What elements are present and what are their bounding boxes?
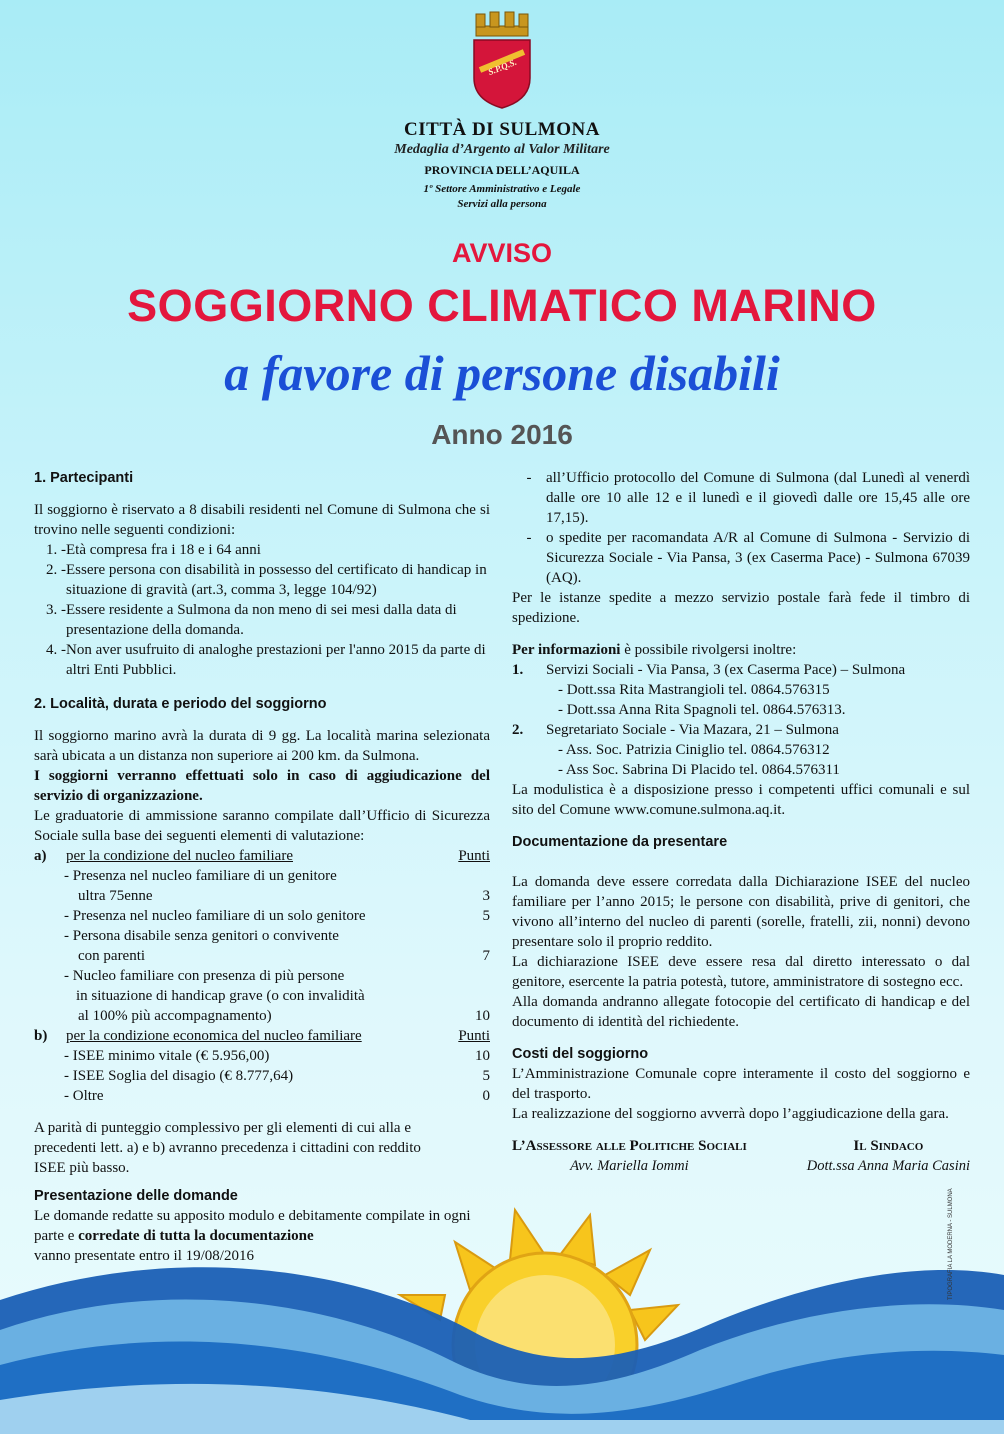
sector-info	[0, 182, 1004, 212]
criteria-text: - ISEE minimo vitale (€ 5.956,00)	[64, 1048, 270, 1064]
criteria-points: 10	[475, 1048, 490, 1064]
info-head: Segretariato Sociale	[546, 722, 667, 738]
section-location-title: 2. Località, durata e periodo del soggiorno	[34, 696, 327, 712]
criteria-b-letter: b)	[34, 1028, 48, 1044]
criteria-points: 5	[482, 1068, 490, 1084]
criteria-text: ultra 75enne	[78, 888, 153, 904]
subtitle: a favore di persone disabili	[224, 345, 780, 401]
info-number: 1.	[512, 662, 524, 678]
assessor-role: L’Assessore alle Politiche Sociali	[512, 1138, 747, 1154]
main-title: SOGGIORNO CLIMATICO MARINO	[127, 280, 877, 331]
info-contact: - Ass. Soc. Patrizia Ciniglio tel. 0864.576312	[558, 742, 830, 758]
assessor-signature	[512, 1136, 747, 1176]
criteria-row	[34, 966, 490, 986]
mayor-signature	[807, 1136, 970, 1176]
mayor-role: Il Sindaco	[853, 1138, 924, 1154]
documents-paragraph: La domanda deve essere corredata dalla Dichiarazione ISEE del nucleo familiare per l’anno 2015; le persone con disabilità, prive di genitori, che vivono all’interno del nucleo di parenti (sorelle, fratelli, zii, nonni) devono presentare solo il proprio reddito.	[512, 874, 970, 950]
criteria-a-letter: a)	[34, 848, 47, 864]
condition-item: 4. -Non aver usufruito di analoghe prestazioni per l'anno 2015 da parte di altri Enti Pubblici.	[46, 642, 486, 678]
assessor-name: Avv. Mariella Iommi	[570, 1158, 689, 1174]
criteria-points: 7	[482, 948, 490, 964]
year-label: Anno 2016	[431, 419, 573, 450]
city-name: CITTÀ DI SULMONA	[404, 119, 600, 140]
points-header: Punti	[458, 848, 490, 864]
criteria-row	[34, 926, 490, 946]
condition-item: 1. -Età compresa fra i 18 e i 64 anni	[46, 542, 261, 558]
tie-break-note: A parità di punteggio complessivo per gli elementi di cui alla e precedenti lett. a) e b) avranno precedenza i cittadini con reddito ISEE più basso.	[34, 1120, 421, 1176]
info-address: - Via Pansa, 3 (ex Caserma Pace) – Sulmona	[637, 662, 906, 678]
province: PROVINCIA DELL’AQUILA	[424, 163, 580, 177]
applications-text: Le domande redatte su apposito modulo e debitamente compilate in ogni parte e	[34, 1208, 471, 1244]
section-participants-title: 1. Partecipanti	[34, 470, 134, 486]
criteria-row	[34, 886, 490, 906]
condition-item: 2. -Essere persona con disabilità in possesso del certificato di handicap in situazione di gravità (art.3, comma 3, legge 104/92)	[46, 562, 487, 598]
section-applications-title: Presentazione delle domande	[34, 1188, 238, 1204]
postal-note: Per le istanze spedite a mezzo servizio postale farà fede il timbro di spedizione.	[512, 590, 970, 626]
criteria-a-header	[34, 846, 490, 866]
medal-motto: Medaglia d’Argento al Valor Militare	[394, 142, 610, 157]
svg-text:S.P.Q.S.: S.P.Q.S.	[486, 56, 519, 78]
criteria-text: - Persona disabile senza genitori o convivente	[64, 928, 339, 944]
criteria-text: - Oltre	[64, 1088, 104, 1104]
applications-deadline: vanno presentate entro il 19/08/2016	[34, 1248, 254, 1264]
criteria-points: 5	[482, 908, 490, 924]
criteria-row	[34, 1046, 490, 1066]
info-intro	[512, 640, 970, 660]
points-header: Punti	[458, 1028, 490, 1044]
criteria-a-title: per la condizione del nucleo familiare	[66, 848, 293, 864]
delivery-item: - all’Ufficio protocollo del Comune di Sulmona (dal Lunedì al venerdì dalle ore 10 alle 12 e il lunedì e il giovedì dalle ore 15,45 alle ore 17,15).	[526, 470, 970, 526]
location-bold-note: I soggiorni verranno effettuati solo in caso di aggiudicazione del servizio di organizzazione.	[34, 768, 490, 804]
info-contact: - Dott.ssa Rita Mastrangioli tel. 0864.576315	[558, 682, 830, 698]
criteria-text: - Presenza nel nucleo familiare di un genitore	[64, 868, 337, 884]
mayor-name: Dott.ssa Anna Maria Casini	[806, 1158, 970, 1174]
criteria-row	[34, 906, 490, 926]
info-number: 2.	[512, 722, 524, 738]
forms-note: La modulistica è a disposizione presso i competenti uffici comunali e sul sito del Comune www.comune.sulmona.aq.it.	[512, 782, 970, 818]
criteria-points: 0	[482, 1088, 490, 1104]
ranking-paragraph: Le graduatorie di ammissione saranno compilate dall’Ufficio di Sicurezza Sociale sulla base dei seguenti elementi di valutazione:	[34, 808, 490, 844]
section-costs-title: Costi del soggiorno	[512, 1046, 649, 1062]
criteria-b-header	[34, 1026, 490, 1046]
section-documents-title: Documentazione da presentare	[512, 834, 728, 850]
criteria-points: 10	[475, 1008, 490, 1024]
location-paragraph: Il soggiorno marino avrà la durata di 9 gg. La località marina selezionata sarà ubicata a un distanza non superiore ai 200 km. da Sulmona.	[34, 728, 490, 764]
services-name: Servizi alla persona	[457, 198, 547, 210]
info-head: Servizi Sociali	[546, 662, 634, 678]
delivery-text: o spedite per racomandata A/R al Comune di Sulmona - Servizio di Sicurezza Sociale - Via Pansa, 3 (ex Caserma Pace) - Sulmona 67039 (AQ).	[546, 530, 970, 586]
sector-name: 1º Settore Amministrativo e Legale	[423, 183, 581, 195]
criteria-row	[34, 866, 490, 886]
signatures	[512, 1136, 970, 1176]
costs-paragraph: La realizzazione del soggiorno avverrà dopo l’aggiudicazione della gara.	[512, 1106, 949, 1122]
info-contact: - Dott.ssa Anna Rita Spagnoli tel. 0864.576313.	[558, 702, 846, 718]
criteria-text: in situazione di handicap grave (o con invalidità	[76, 988, 365, 1004]
costs-paragraph: L’Amministrazione Comunale copre interamente il costo del soggiorno e del trasporto.	[512, 1066, 970, 1102]
criteria-row	[34, 1086, 490, 1106]
applications-bold: corredate di tutta la documentazione	[78, 1228, 314, 1244]
info-item	[512, 720, 970, 780]
criteria-text: - Presenza nel nucleo familiare di un solo genitore	[64, 908, 366, 924]
condition-item: 3. -Essere residente a Sulmona da non meno di sei mesi dalla data di presentazione della domanda.	[46, 602, 457, 638]
criteria-text: - Nucleo familiare con presenza di più persone	[64, 968, 345, 984]
documents-paragraph: Alla domanda andranno allegate fotocopie del certificato di handicap e del documento di identità del richiedente.	[512, 994, 970, 1030]
criteria-text: con parenti	[78, 948, 146, 964]
criteria-row	[34, 1006, 490, 1026]
delivery-item: - o spedite per racomandata A/R al Comune di Sulmona - Servizio di Sicurezza Sociale - Via Pansa, 3 (ex Caserma Pace) - Sulmona 67039 (AQ).	[526, 530, 970, 586]
delivery-text: all’Ufficio protocollo del Comune di Sulmona (dal Lunedì al venerdì dalle ore 10 alle 12 e il lunedì e il giovedì dalle ore 15,45 alle ore 17,15).	[546, 470, 970, 526]
info-bold: Per informazioni	[512, 642, 621, 658]
info-address: - Via Mazara, 21 – Sulmona	[670, 722, 839, 738]
criteria-row	[34, 1066, 490, 1086]
applications-paragraph	[34, 1206, 490, 1266]
info-rest: è possibile rivolgersi inoltre:	[624, 642, 797, 658]
info-item	[512, 660, 970, 720]
right-column	[512, 468, 970, 1176]
criteria-text: - ISEE Soglia del disagio (€ 8.777,64)	[64, 1068, 294, 1084]
participants-intro: Il soggiorno è riservato a 8 disabili residenti nel Comune di Sulmona che si trovino nelle seguenti condizioni:	[34, 502, 490, 538]
notice-label: AVVISO	[451, 238, 553, 268]
printer-credit: TIPOGRAFIA LA MODERNA - SULMONA	[948, 1188, 954, 1300]
criteria-b-title: per la condizione economica del nucleo familiare	[66, 1028, 362, 1044]
criteria-text: al 100% più accompagnamento)	[78, 1008, 272, 1024]
criteria-row	[34, 946, 490, 966]
documents-paragraph: La dichiarazione ISEE deve essere resa dal diretto interessato o dal genitore, esercente la patria potestà, tutore, amministratore di sostegno ecc.	[512, 954, 970, 990]
criteria-row	[34, 986, 490, 1006]
left-column	[34, 468, 490, 1266]
info-contact: - Ass Soc. Sabrina Di Placido tel. 0864.576311	[558, 762, 840, 778]
criteria-points: 3	[482, 888, 490, 904]
city-crest-icon	[466, 8, 538, 110]
